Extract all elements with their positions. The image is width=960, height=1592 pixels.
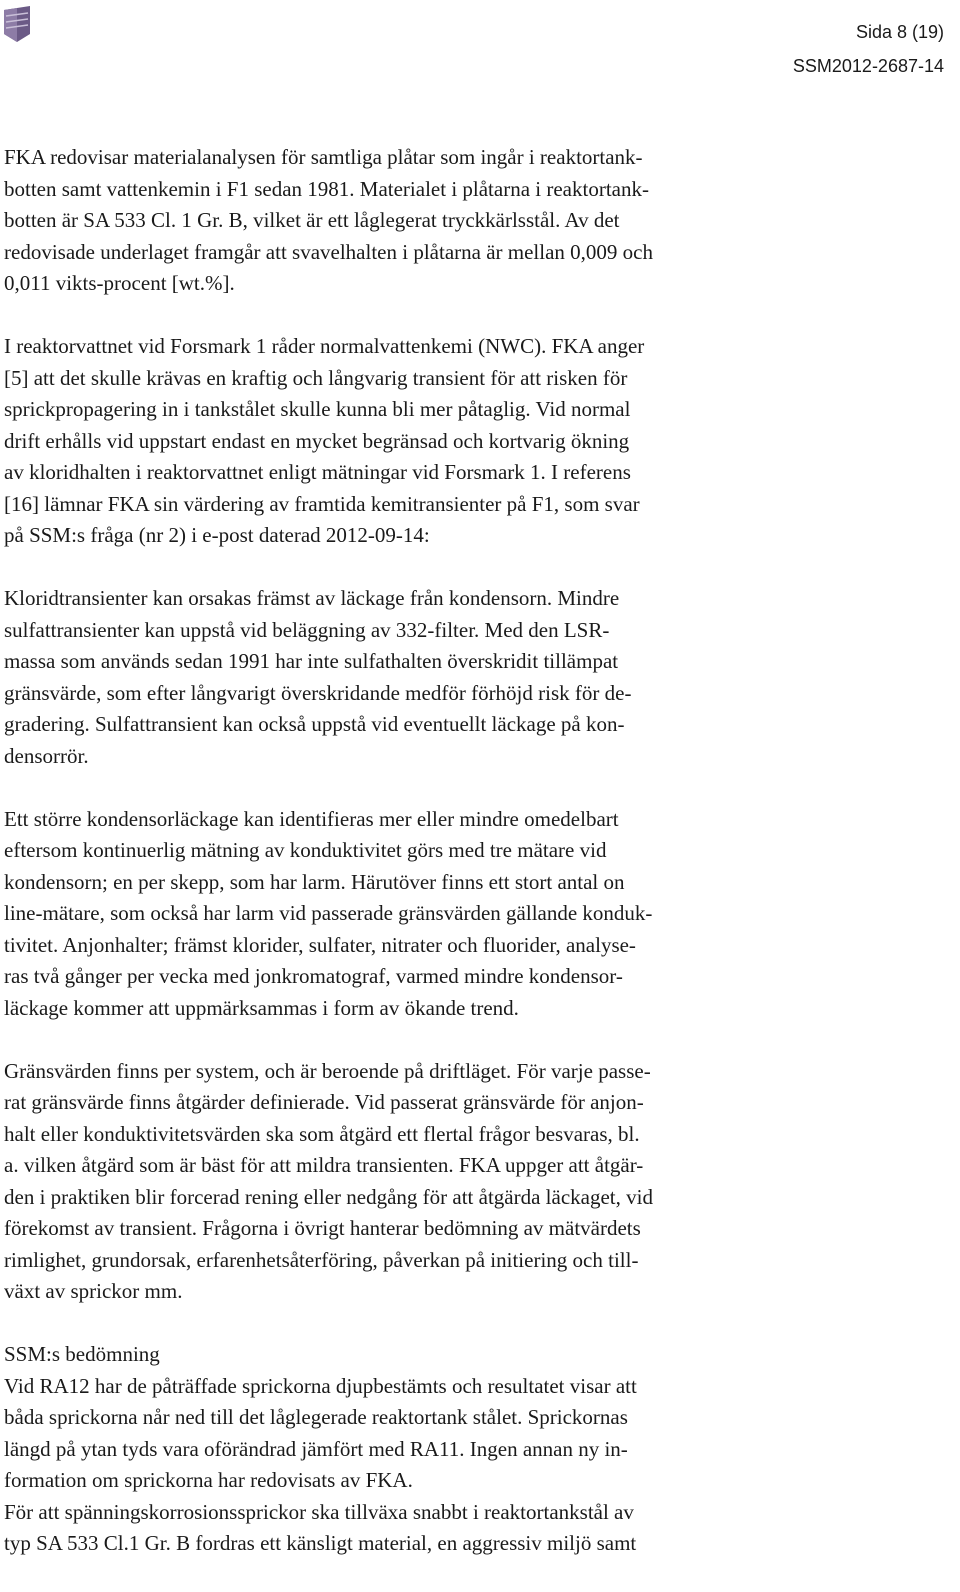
- text-line: längd på ytan tyds vara oförändrad jämfört med RA11. Ingen annan ny in-: [4, 1436, 628, 1461]
- text-line: sulfattransienter kan uppstå vid beläggning av 332-filter. Med den LSR-: [4, 617, 610, 642]
- text-line: ras två gånger per vecka med jonkromatograf, varmed mindre kondensor-: [4, 964, 623, 988]
- paragraph-3: [4, 583, 834, 772]
- text-line: Kloridtransienter kan orsakas främst av läckage från kondensorn. Mindre: [4, 586, 620, 610]
- paragraph-gap: [4, 300, 834, 332]
- text-line: formation om sprickorna har redovisats av FKA.: [4, 1468, 413, 1492]
- paragraph-1: [4, 142, 834, 300]
- text-line: Ett större kondensorläckage kan identifieras mer eller mindre omedelbart: [4, 806, 619, 831]
- text-line: den i praktiken blir forcerad rening eller nedgång för att åtgärda läckaget, vid: [4, 1184, 653, 1209]
- text-line: botten samt vattenkemin i F1 sedan 1981. Materialet i plåtarna i reaktortank-: [4, 176, 649, 201]
- text-line: halt eller konduktivitetsvärden ska som åtgärd ett flertal frågor besvaras, bl.: [4, 1121, 640, 1146]
- text-line: rat gränsvärde finns åtgärder definierade. Vid passerat gränsvärde för anjon-: [4, 1090, 644, 1114]
- paragraph-4: [4, 804, 834, 1025]
- paragraph-5: [4, 1056, 834, 1308]
- text-line: botten är SA 533 Cl. 1 Gr. B, vilket är ett låglegerat tryckkärlsstål. Av det: [4, 208, 620, 232]
- text-line: kondensorn; en per skepp, som har larm. Härutöver finns ett stort antal on: [4, 869, 625, 894]
- paragraph-2: [4, 331, 834, 552]
- text-line: gränsvärde, som efter långvarigt överskridande medför förhöjd risk för de-: [4, 680, 632, 705]
- document-body: [4, 142, 834, 1560]
- text-line: line-mätare, som också har larm vid passerade gränsvärden gällande konduk-: [4, 901, 653, 925]
- report-id: SSM2012-2687-14: [792, 56, 944, 76]
- text-line: av kloridhalten i reaktorvattnet enligt mätningar vid Forsmark 1. I referens: [4, 460, 631, 484]
- text-line: FKA redovisar materialanalysen för samtliga plåtar som ingår i reaktortank-: [4, 145, 643, 169]
- text-line: läckage kommer att uppmärksammas i form av ökande trend.: [4, 995, 519, 1020]
- text-line: rimlighet, grundorsak, erfarenhetsåterföring, påverkan på initiering och till-: [4, 1247, 639, 1272]
- paragraph-gap: [4, 1308, 834, 1340]
- text-line: 0,011 vikts-procent [wt.%].: [4, 271, 235, 295]
- paragraph-gap: [4, 1024, 834, 1056]
- ssm-logo-icon: [0, 4, 34, 44]
- paragraph-gap: [4, 772, 834, 804]
- page-number: Sida 8 (19): [855, 22, 944, 42]
- text-line: gradering. Sulfattransient kan också uppstå vid eventuellt läckage på kon-: [4, 712, 625, 736]
- text-line: I reaktorvattnet vid Forsmark 1 råder normalvattenkemi (NWC). FKA anger: [4, 334, 645, 358]
- text-line: på SSM:s fråga (nr 2) i e-post daterad 2012-09-14:: [4, 523, 430, 547]
- text-line: densorrör.: [4, 743, 89, 768]
- text-line: a. vilken åtgärd som är bäst för att mildra transienten. FKA uppger att åtgär-: [4, 1153, 644, 1177]
- text-line: eftersom kontinuerlig mätning av konduktivitet görs med tre mätare vid: [4, 838, 607, 862]
- text-line: [16] lämnar FKA sin värdering av framtida kemitransienter på F1, som svar: [4, 491, 640, 516]
- text-line: Vid RA12 har de påträffade sprickorna djupbestämts och resultatet visar att: [4, 1373, 637, 1398]
- text-line: tivitet. Anjonhalter; främst klorider, sulfater, nitrater och fluorider, analyse-: [4, 932, 636, 957]
- text-line: förekomst av transient. Frågorna i övrigt hanterar bedömning av mätvärdets: [4, 1216, 641, 1240]
- text-line: Gränsvärden finns per system, och är beroende på driftläget. För varje passe-: [4, 1058, 651, 1083]
- text-line: [5] att det skulle krävas en kraftig och långvarig transient för att risken för: [4, 365, 628, 390]
- text-line: drift erhålls vid uppstart endast en mycket begränsad och kortvarig ökning: [4, 428, 630, 453]
- paragraph-6: [4, 1339, 834, 1560]
- paragraph-gap: [4, 552, 834, 584]
- text-line: massa som används sedan 1991 har inte sulfathalten överskridit tillämpat: [4, 649, 619, 673]
- text-line: typ SA 533 Cl.1 Gr. B fordras ett känsligt material, en aggressiv miljö samt: [4, 1531, 637, 1555]
- text-line: redovisade underlaget framgår att svavelhalten i plåtarna är mellan 0,009 och: [4, 239, 653, 264]
- text-line: växt av sprickor mm.: [4, 1279, 183, 1303]
- text-line: sprickpropagering in i tankstålet skulle kunna bli mer påtaglig. Vid normal: [4, 397, 631, 421]
- text-line: båda sprickorna når ned till det låglegerade reaktortank stålet. Sprickornas: [4, 1405, 628, 1429]
- text-line: För att spänningskorrosionssprickor ska tillväxa snabbt i reaktortankstål av: [4, 1499, 634, 1524]
- text-line: SSM:s bedömning: [4, 1342, 160, 1366]
